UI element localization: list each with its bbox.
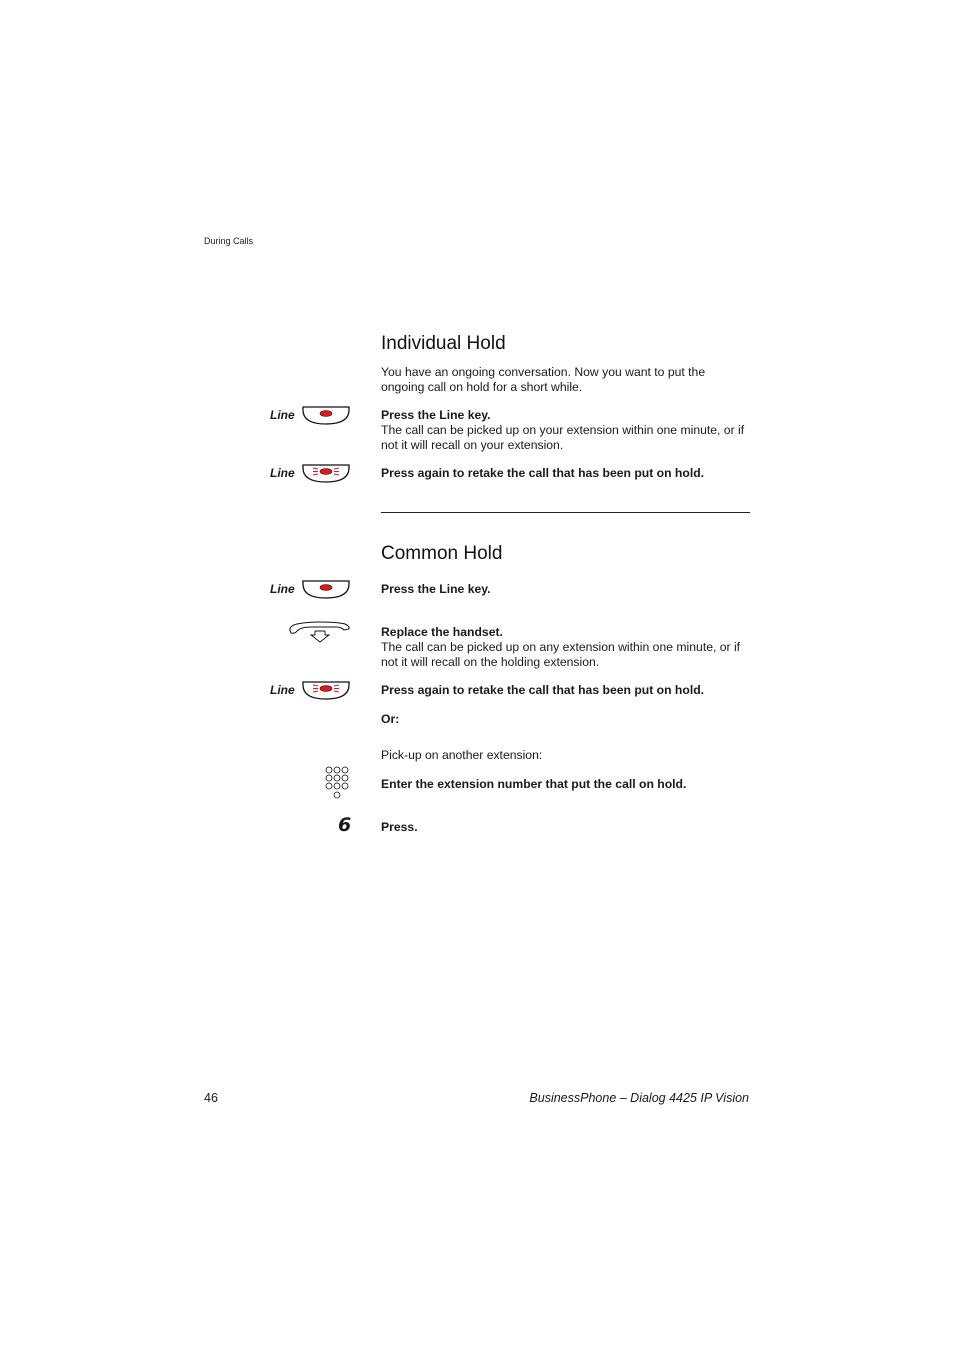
section-label: During Calls	[204, 236, 254, 246]
section-divider	[381, 512, 750, 513]
line-key-label: Line	[270, 683, 295, 697]
common-hold-step3-instruction: Press again to retake the call that has been put on hold.	[381, 683, 705, 697]
line-key-label: Line	[270, 582, 295, 596]
common-hold-step2-instruction: Replace the handset.	[381, 625, 503, 639]
keypad-icon	[324, 765, 352, 801]
line-key-label: Line	[270, 408, 295, 422]
common-hold-heading: Common Hold	[381, 543, 503, 564]
individual-hold-step1-note: The call can be picked up on your extension within one minute, or if not it will recall on your extension.	[381, 423, 745, 452]
individual-hold-heading: Individual Hold	[381, 333, 506, 354]
line-key-icon	[302, 579, 350, 599]
line-key-flashing-icon	[302, 680, 350, 700]
individual-hold-step1-instruction: Press the Line key.	[381, 408, 491, 422]
line-key-flashing-icon	[302, 463, 350, 483]
line-key-icon	[302, 405, 350, 425]
alternative-intro: Pick-up on another extension:	[381, 748, 543, 762]
individual-hold-step2-instruction: Press again to retake the call that has been put on hold.	[381, 466, 705, 480]
common-hold-step5-instruction: Press.	[381, 820, 418, 834]
line-key-label: Line	[270, 466, 295, 480]
common-hold-step2-note: The call can be picked up on any extension within one minute, or if not it will recall on the holding extension.	[381, 640, 741, 669]
replace-handset-icon	[287, 619, 351, 643]
or-label: Or:	[381, 712, 400, 726]
common-hold-step4-instruction: Enter the extension number that put the call on hold.	[381, 777, 687, 791]
page-number: 46	[204, 1091, 218, 1105]
individual-hold-intro: You have an ongoing conversation. Now you want to put the ongoing call on hold for a short while.	[381, 365, 706, 394]
document-title: BusinessPhone – Dialog 4425 IP Vision	[529, 1091, 749, 1105]
digit-six-key: 6	[338, 814, 352, 836]
common-hold-step1-instruction: Press the Line key.	[381, 582, 491, 596]
